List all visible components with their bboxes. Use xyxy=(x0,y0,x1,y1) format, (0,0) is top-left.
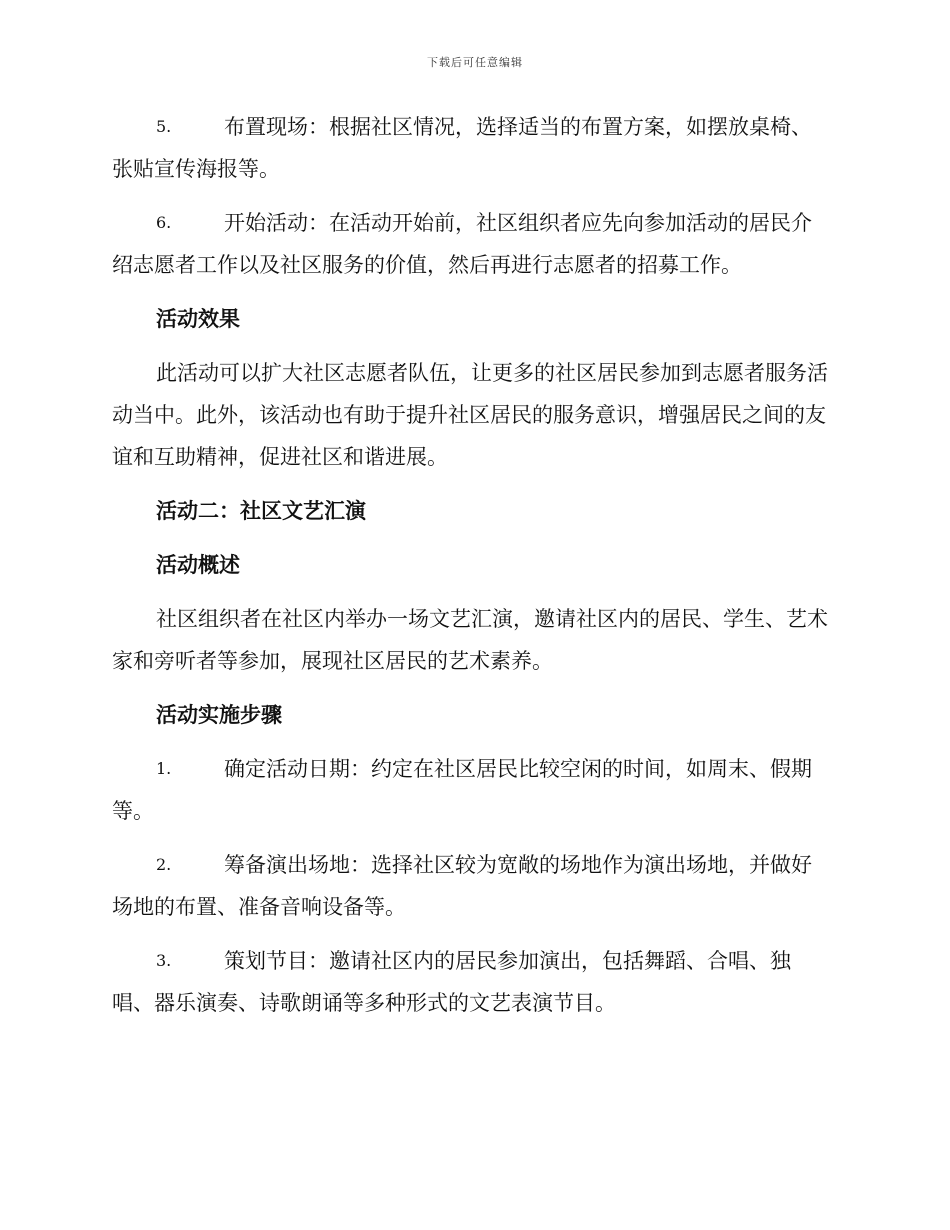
list-number: 5. xyxy=(156,117,172,136)
list-item-text: 策划节目：邀请社区内的居民参加演出，包括舞蹈、合唱、独唱、器乐演奏、诗歌朗诵等多种形式的文艺表演节目。 xyxy=(112,949,791,1015)
section-heading-steps: 活动实施步骤 xyxy=(156,702,282,727)
paragraph-overview: 社区组织者在社区内举办一场文艺汇演，邀请社区内的居民、学生、艺术家和旁听者等参加，展现社区居民的艺术素养。 xyxy=(112,607,828,673)
section-heading-activity-two: 活动二：社区文艺汇演 xyxy=(156,498,366,523)
document-body xyxy=(112,106,832,1036)
list-item-text: 开始活动：在活动开始前，社区组织者应先向参加活动的居民介绍志愿者工作以及社区服务的价值，然后再进行志愿者的招募工作。 xyxy=(112,211,812,277)
list-item-5 xyxy=(112,106,832,190)
list-item-6 xyxy=(112,202,832,286)
list-item-1 xyxy=(112,748,832,832)
list-item-text: 确定活动日期：约定在社区居民比较空闲的时间，如周末、假期等。 xyxy=(112,757,812,823)
list-item-3 xyxy=(112,940,832,1024)
paragraph-effect: 此活动可以扩大社区志愿者队伍，让更多的社区居民参加到志愿者服务活动当中。此外，该活动也有助于提升社区居民的服务意识，增强居民之间的友谊和互助精神，促进社区和谐进展。 xyxy=(112,361,828,469)
list-item-text: 布置现场：根据社区情况，选择适当的布置方案，如摆放桌椅、张贴宣传海报等。 xyxy=(112,115,812,181)
section-heading-effect: 活动效果 xyxy=(156,306,240,331)
list-number: 2. xyxy=(156,855,172,874)
page-header: 下载后可任意编辑 xyxy=(427,56,523,69)
list-number: 3. xyxy=(156,951,172,970)
list-number: 6. xyxy=(156,213,172,232)
list-number: 1. xyxy=(156,759,172,778)
section-heading-overview: 活动概述 xyxy=(156,552,240,577)
list-item-text: 筹备演出场地：选择社区较为宽敞的场地作为演出场地，并做好场地的布置、准备音响设备等。 xyxy=(112,853,812,919)
list-item-2 xyxy=(112,844,832,928)
